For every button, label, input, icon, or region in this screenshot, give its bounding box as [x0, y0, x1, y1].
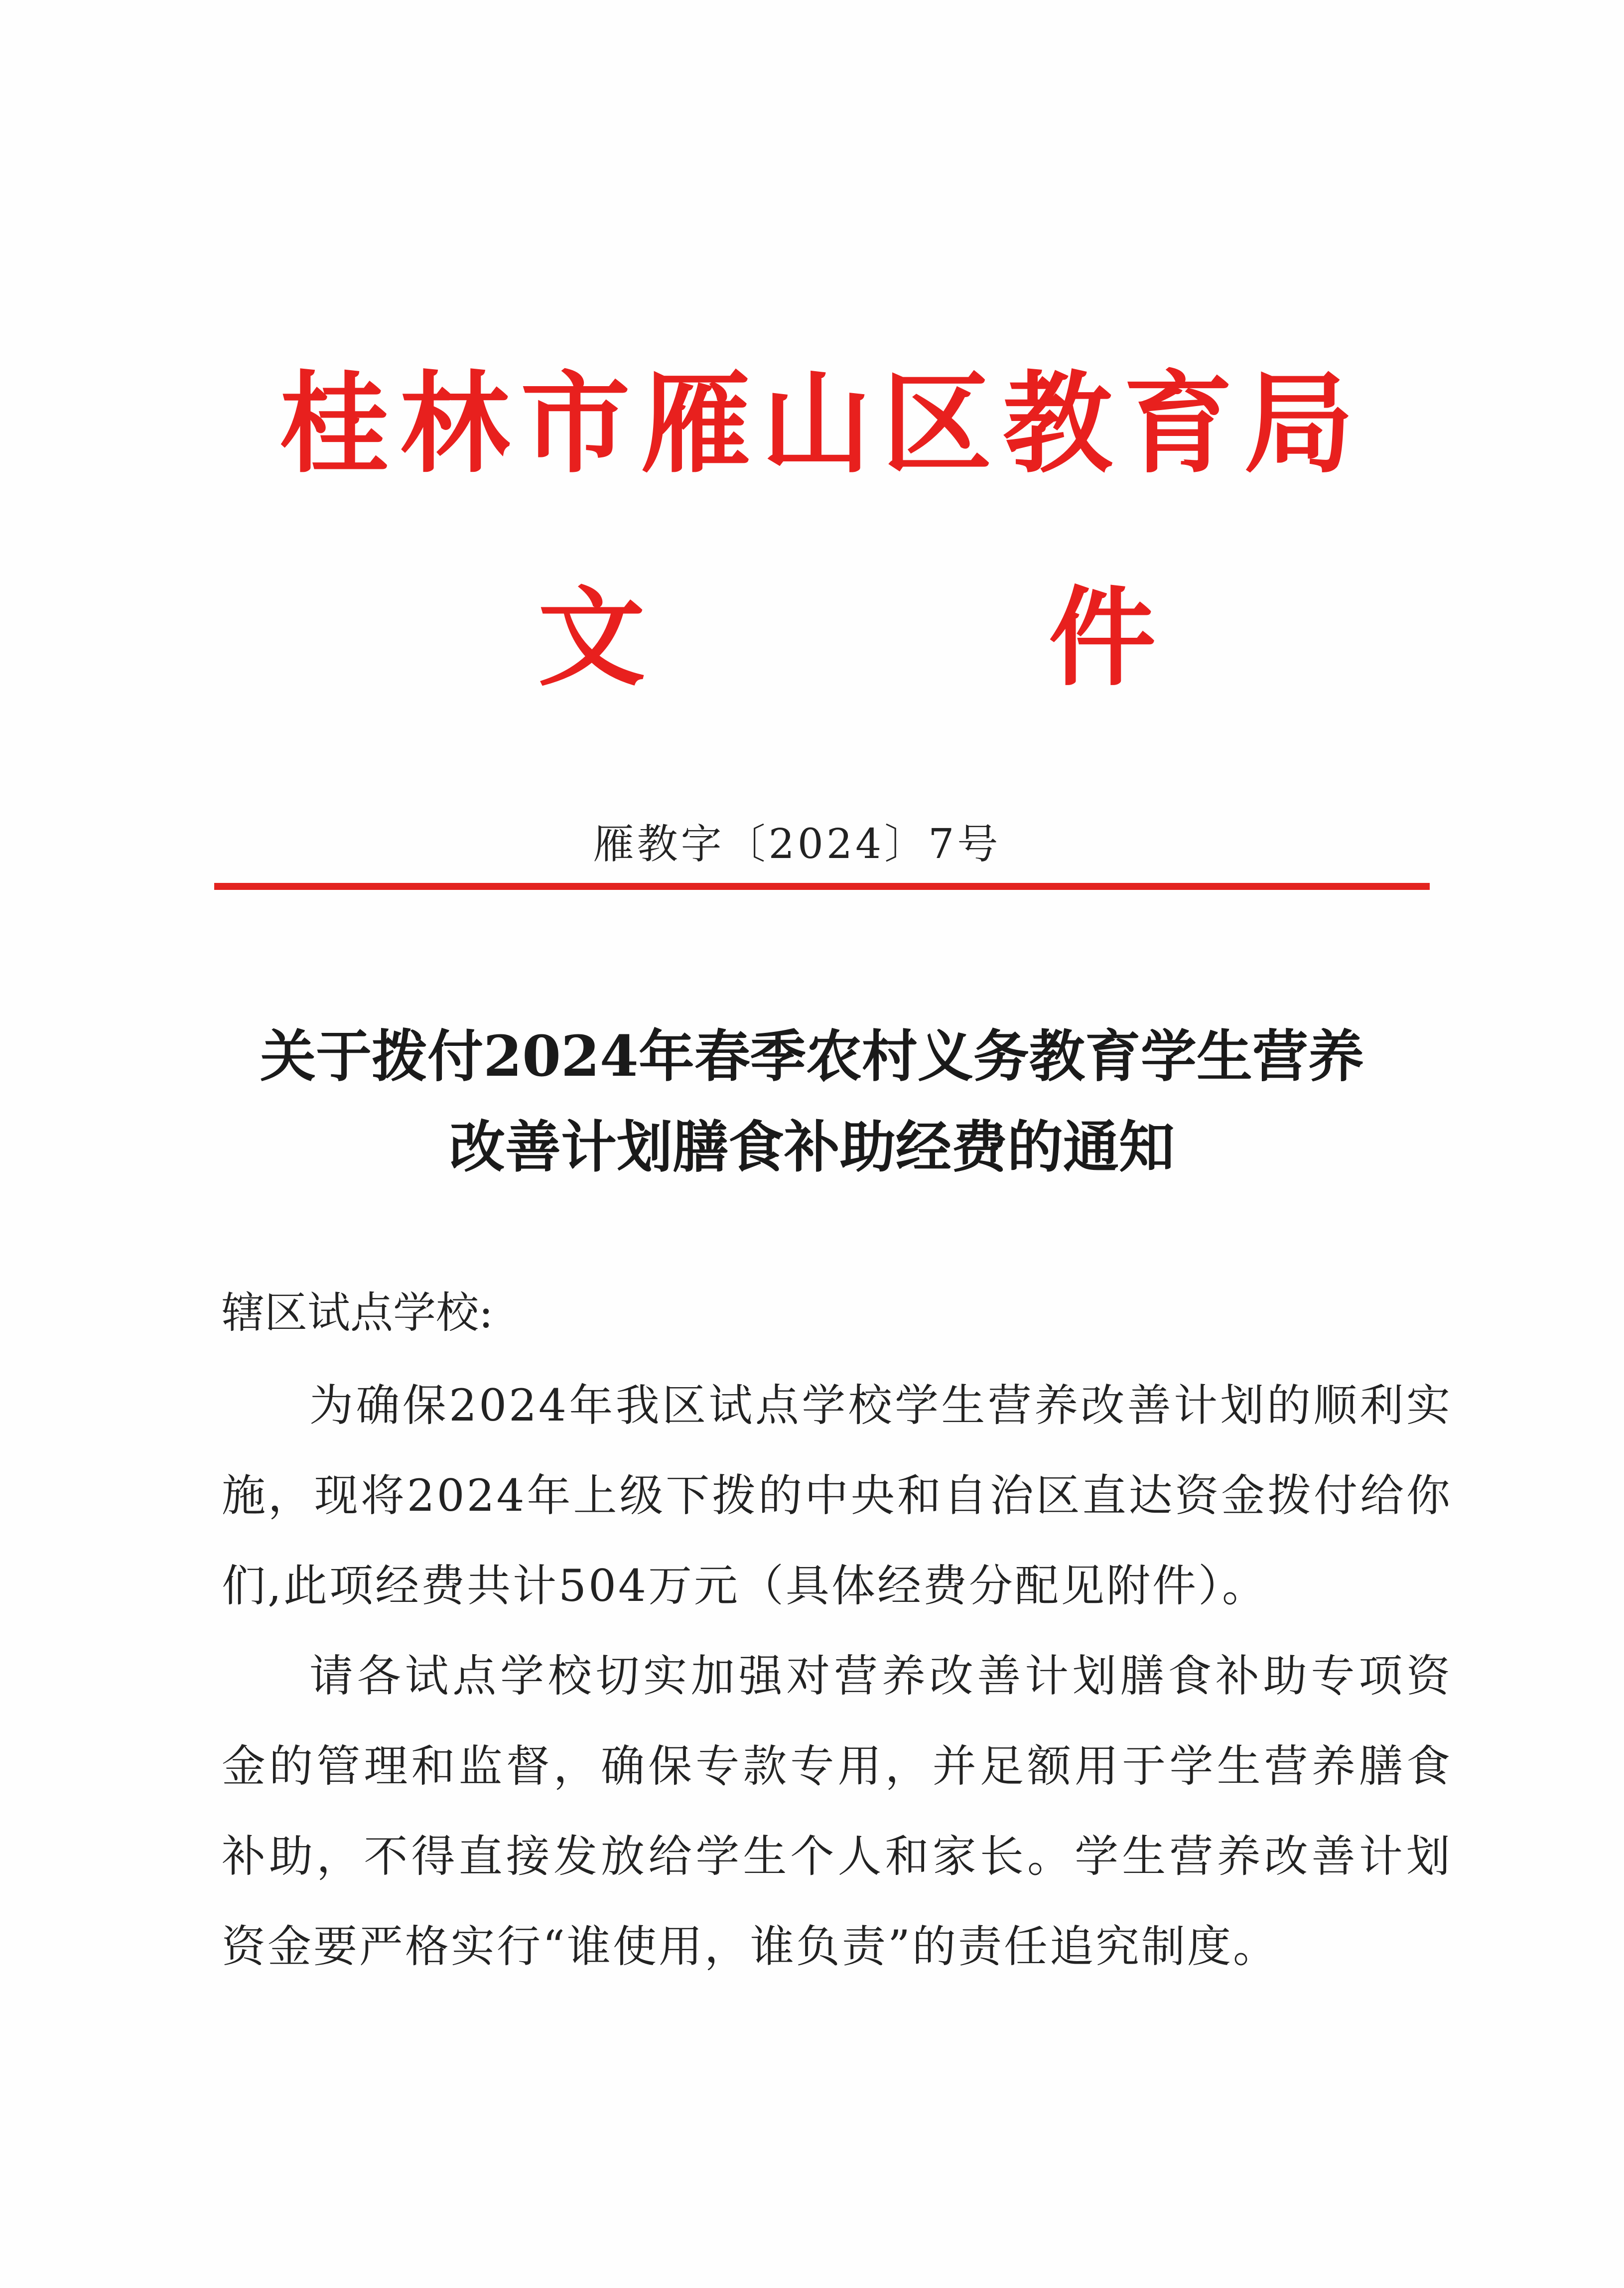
- red-divider-line: [214, 883, 1430, 890]
- title-line-1: 关于拨付2024年春季农村义务教育学生营养: [260, 1024, 1364, 1089]
- body-text: [222, 1360, 1452, 1992]
- document-type-header: [538, 575, 1156, 700]
- paragraph-1: 为确保2024年我区试点学校学生营养改善计划的顺利实施，现将2024年上级下拨的中央和自治区直达资金拨付给你们,此项经费共计504万元（具体经费分配见附件）。: [222, 1380, 1452, 1611]
- document-number: 雁教字〔2024〕7号: [593, 821, 1001, 868]
- document-type-char-left: 文: [538, 574, 645, 701]
- document-title: [189, 1011, 1435, 1193]
- title-line-2: 改善计划膳食补助经费的通知: [449, 1115, 1175, 1180]
- paragraph-2: 请各试点学校切实加强对营养改善计划膳食补助专项资金的管理和监督，确保专款专用，并足额用于学生营养膳食补助，不得直接发放给学生个人和家长。学生营养改善计划资金要严格实行“谁使用，谁负责”的责任追究制度。: [222, 1650, 1452, 1972]
- document-type-char-right: 件: [1049, 574, 1156, 701]
- issuing-authority-header: 桂林市雁山区教育局: [279, 359, 1364, 488]
- salutation: 辖区试点学校:: [222, 1288, 493, 1338]
